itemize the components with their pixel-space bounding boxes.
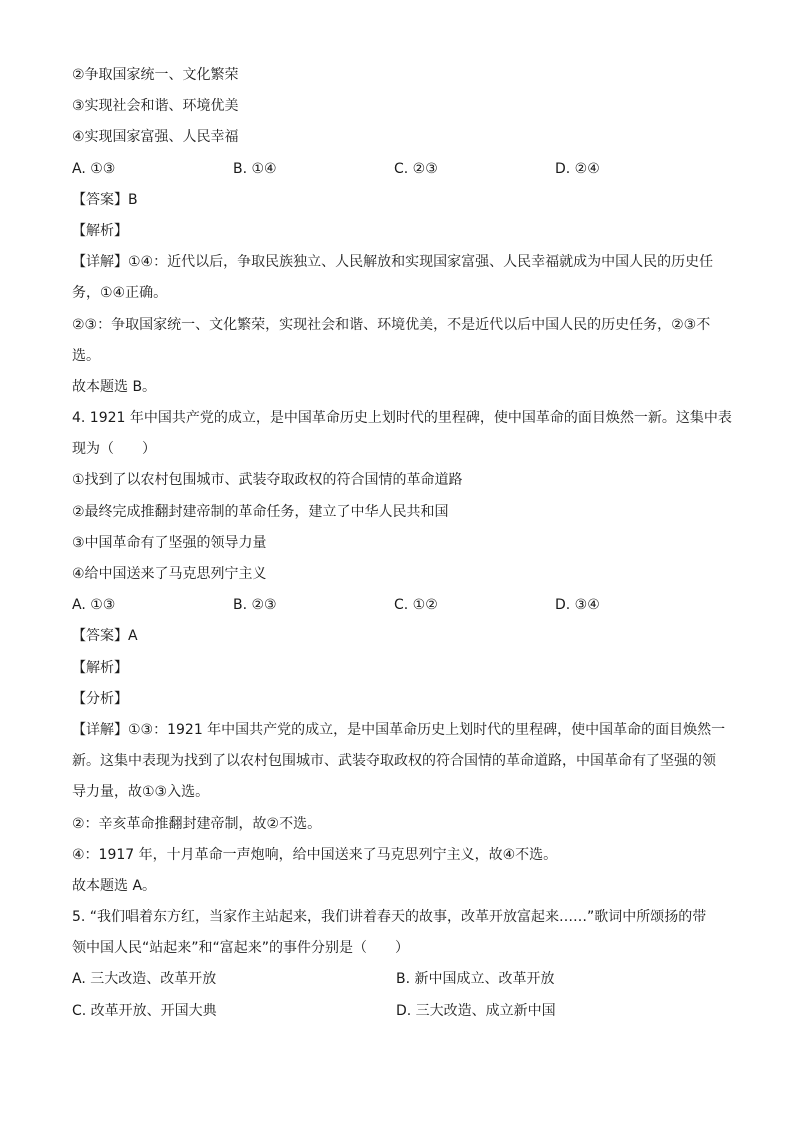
q4-options <box>72 590 732 621</box>
q4-item-2: ②最终完成推翻封建帝制的革命任务，建立了中华人民共和国 <box>72 503 449 520</box>
q4-answer: 【答案】A <box>72 628 138 645</box>
q3-option-a: A. ①③ <box>72 160 116 177</box>
q3-option-c: C. ②③ <box>394 160 438 177</box>
q3-detail-line-2: 务，①④正确。 <box>72 285 168 302</box>
q3-item-3: ③实现社会和谐、环境优美 <box>72 98 239 115</box>
q4-detail-line-3: 导力量，故①③入选。 <box>72 784 210 801</box>
q3-conclusion: 故本题选 B。 <box>72 378 157 395</box>
q5-options-row-2 <box>72 996 732 1027</box>
document-page <box>72 60 732 1027</box>
q4-detail-line-2: 新。这集中表现为找到了以农村包围城市、武装夺取政权的符合国情的革命道路，中国革命有了坚强的领 <box>72 753 716 770</box>
q3-item-2: ②争取国家统一、文化繁荣 <box>72 67 239 83</box>
q4-conclusion: 故本题选 A。 <box>72 877 157 894</box>
q4-detail-line-4: ②：辛亥革命推翻封建帝制，故②不选。 <box>72 815 322 832</box>
q3-analysis-label: 【解析】 <box>72 222 128 239</box>
q5-option-b: B. 新中国成立、改革开放 <box>396 971 555 988</box>
q3-answer: 【答案】B <box>72 191 138 208</box>
q5-options-row-1 <box>72 964 732 995</box>
q3-option-d: D. ②④ <box>555 160 600 177</box>
q5-option-d: D. 三大改造、成立新中国 <box>396 1002 556 1019</box>
q4-item-3: ③中国革命有了坚强的领导力量 <box>72 534 267 551</box>
q4-stem-line-1: 4. 1921 年中国共产党的成立，是中国革命历史上划时代的里程碑，使中国革命的面目焕然一新。这集中表 <box>72 410 732 427</box>
q4-item-4: ④给中国送来了马克思列宁主义 <box>72 566 267 582</box>
q4-option-b: B. ②③ <box>233 597 277 614</box>
q3-option-b: B. ①④ <box>233 160 277 177</box>
q4-fenxi-label: 【分析】 <box>72 690 128 707</box>
q4-detail-line-1: 【详解】①③：1921 年中国共产党的成立，是中国革命历史上划时代的里程碑，使中国革命的面目焕然一 <box>72 721 726 738</box>
q3-detail-line-1: 【详解】①④：近代以后，争取民族独立、人民解放和实现国家富强、人民幸福就成为中国人民的历史任 <box>72 254 714 271</box>
q4-option-c: C. ①② <box>394 597 438 614</box>
q4-option-d: D. ③④ <box>555 597 600 614</box>
q4-stem-line-2: 现为（ ） <box>72 441 156 458</box>
q4-detail-line-5: ④：1917 年，十月革命一声炮响，给中国送来了马克思列宁主义，故④不选。 <box>72 846 558 863</box>
q3-options <box>72 154 732 185</box>
q3-detail-line-3: ②③：争取国家统一、文化繁荣，实现社会和谐、环境优美，不是近代以后中国人民的历史任务，②③不 <box>72 316 711 333</box>
q5-option-c: C. 改革开放、开国大典 <box>72 1002 217 1019</box>
q5-stem-line-2: 领中国人民“站起来”和“富起来”的事件分别是（ ） <box>72 940 410 957</box>
q4-item-1: ①找到了以农村包围城市、武装夺取政权的符合国情的革命道路 <box>72 472 463 489</box>
q3-item-4: ④实现国家富强、人民幸福 <box>72 129 239 146</box>
q4-option-a: A. ①③ <box>72 597 116 614</box>
q3-detail-line-4: 选。 <box>72 347 100 364</box>
q4-analysis-label: 【解析】 <box>72 659 128 676</box>
q5-option-a: A. 三大改造、改革开放 <box>72 971 217 988</box>
q5-stem-line-1: 5. “我们唱着东方红，当家作主站起来，我们讲着春天的故事，改革开放富起来……”歌词中所颂扬的带 <box>72 909 707 926</box>
